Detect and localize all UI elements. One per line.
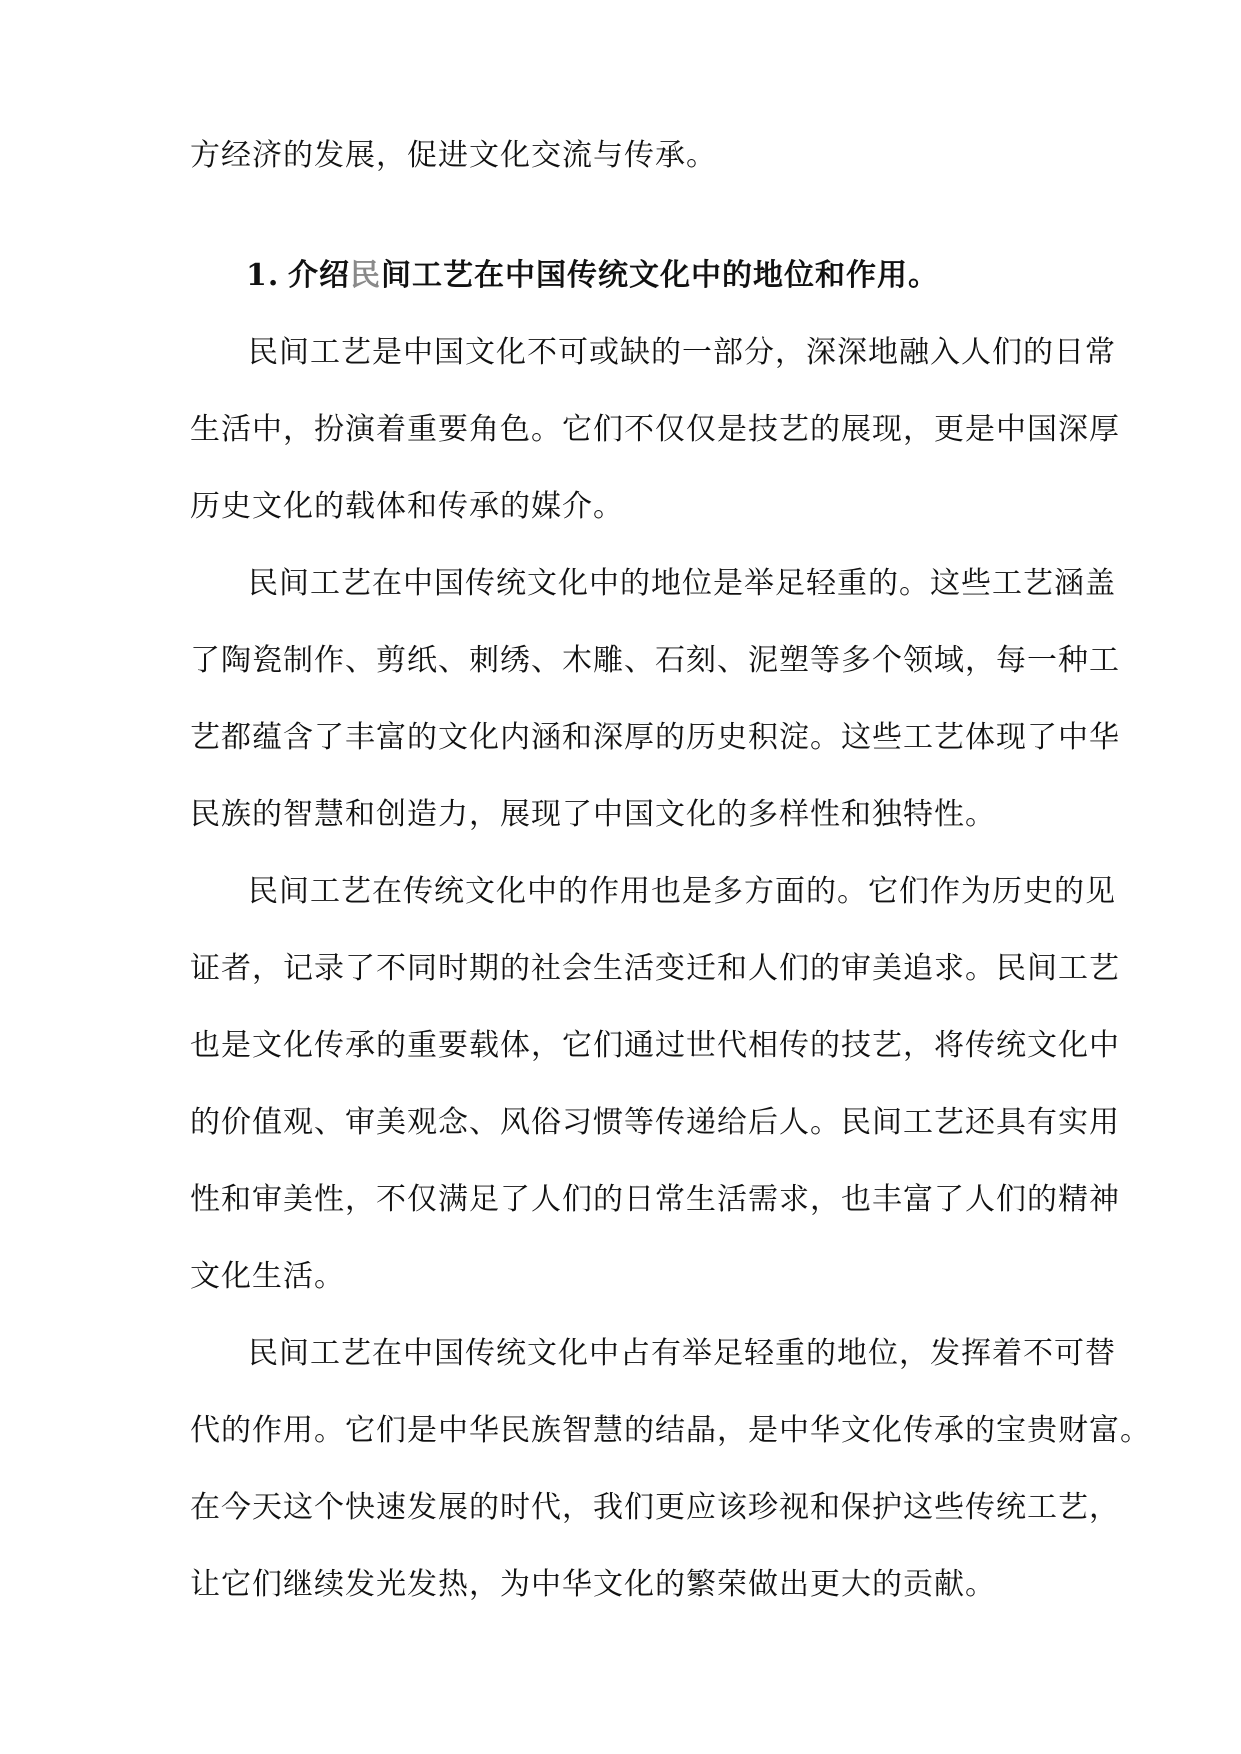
- section-heading: [246, 256, 939, 296]
- paragraph-line: 性和审美性，不仅满足了人们的日常生活需求，也丰富了人们的精神: [190, 1182, 1120, 1217]
- heading-text-end: 间工艺在中国传统文化中的地位和作用。: [381, 258, 939, 293]
- paragraph-line: 的价值观、审美观念、风俗习惯等传递给后人。民间工艺还具有实用: [190, 1105, 1120, 1140]
- heading-text-start: 介绍: [288, 258, 350, 293]
- paragraph-line: 文化生活。: [190, 1259, 345, 1294]
- paragraph-line: 方经济的发展，促进文化交流与传承。: [190, 138, 717, 173]
- paragraph-line: 在今天这个快速发展的时代，我们更应该珍视和保护这些传统工艺，: [190, 1490, 1120, 1525]
- paragraph-line: 也是文化传承的重要载体，它们通过世代相传的技艺，将传统文化中: [190, 1028, 1120, 1063]
- heading-highlight: 民: [350, 258, 381, 293]
- paragraph-line: 证者，记录了不同时期的社会生活变迁和人们的审美追求。民间工艺: [190, 951, 1120, 986]
- paragraph-line: 代的作用。它们是中华民族智慧的结晶，是中华文化传承的宝贵财富。: [190, 1413, 1151, 1448]
- paragraph-line: 民间工艺在中国传统文化中占有举足轻重的地位，发挥着不可替: [248, 1336, 1116, 1371]
- paragraph-line: 艺都蕴含了丰富的文化内涵和深厚的历史积淀。这些工艺体现了中华: [190, 720, 1120, 755]
- heading-number: 1.: [246, 258, 280, 293]
- paragraph-line: 民间工艺在中国传统文化中的地位是举足轻重的。这些工艺涵盖: [248, 566, 1116, 601]
- paragraph-line: 民间工艺是中国文化不可或缺的一部分，深深地融入人们的日常: [248, 335, 1116, 370]
- paragraph-line: 民间工艺在传统文化中的作用也是多方面的。它们作为历史的见: [248, 874, 1116, 909]
- paragraph-line: 民族的智慧和创造力，展现了中国文化的多样性和独特性。: [190, 797, 996, 832]
- paragraph-line: 了陶瓷制作、剪纸、刺绣、木雕、石刻、泥塑等多个领域，每一种工: [190, 643, 1120, 678]
- paragraph-line: 生活中，扮演着重要角色。它们不仅仅是技艺的展现，更是中国深厚: [190, 412, 1120, 447]
- paragraph-line: 让它们继续发光发热，为中华文化的繁荣做出更大的贡献。: [190, 1567, 996, 1602]
- paragraph-line: 历史文化的载体和传承的媒介。: [190, 489, 624, 524]
